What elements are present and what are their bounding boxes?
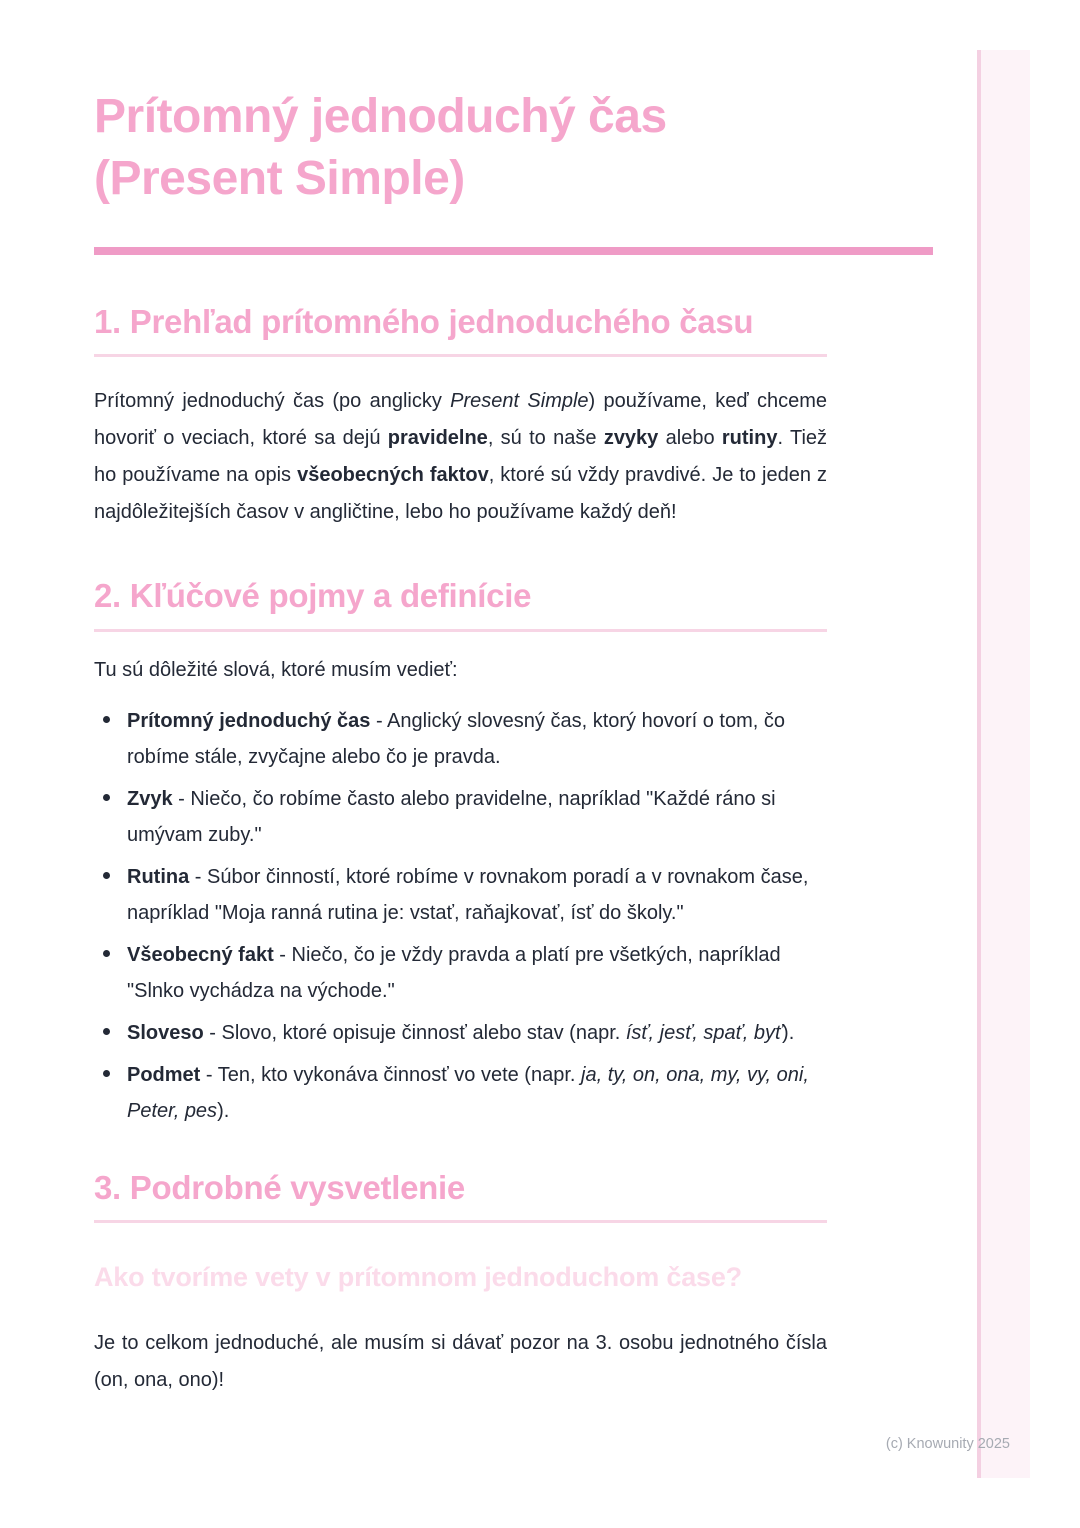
- section-1-heading: 1. Prehľad prítomného jednoduchého času: [94, 302, 754, 340]
- list-item-text: Podmet - Ten, kto vykonáva činnosť vo vete (napr. ja, ty, on, ona, my, vy, oni, Peter, pes).: [127, 1063, 809, 1122]
- section-3-heading: 3. Podrobné vysvetlenie: [94, 1168, 465, 1206]
- bullet-icon: [103, 950, 110, 957]
- list-item: [94, 781, 827, 853]
- section-1-divider: [94, 354, 827, 357]
- section-3-paragraph: Je to celkom jednoduché, ale musím si dávať pozor na 3. osobu jednotného čísla (on, ona, ono)!: [94, 1332, 827, 1392]
- bullet-icon: [103, 716, 110, 723]
- list-item: [94, 1057, 827, 1129]
- list-item-text: Prítomný jednoduchý čas - Anglický slovesný čas, ktorý hovorí o tom, čo robíme stále, zvyčajne alebo čo je pravda.: [127, 709, 785, 768]
- section-2-divider: [94, 629, 827, 632]
- section-3-subheading: Ako tvoríme vety v prítomnom jednoduchom čase?: [94, 1262, 742, 1293]
- list-item: [94, 703, 827, 775]
- list-item: [94, 937, 827, 1009]
- section-1-paragraph: Prítomný jednoduchý čas (po anglicky Present Simple) používame, keď chceme hovoriť o veciach, ktoré sa dejú pravidelne, sú to naše zvyky alebo rutiny. Tiež ho používame na opis všeobecných faktov, ktoré sú vždy pravdivé. Je to jeden z najdôležitejších časov v angličtine, lebo ho používame každý deň!: [94, 390, 828, 524]
- bullet-icon: [103, 1028, 110, 1035]
- bullet-icon: [103, 872, 110, 879]
- bullet-icon: [103, 1070, 110, 1077]
- list-item-text: Rutina - Súbor činností, ktoré robíme v rovnakom poradí a v rovnakom čase, napríklad "Moja ranná rutina je: vstať, raňajkovať, ísť do školy.": [127, 865, 809, 924]
- list-item-text: Všeobecný fakt - Niečo, čo je vždy pravda a platí pre všetkých, napríklad "Slnko vychádza na východe.": [127, 943, 781, 1002]
- bullet-icon: [103, 794, 110, 801]
- list-item-text: Sloveso - Slovo, ktoré opisuje činnosť alebo stav (napr. ísť, jesť, spať, byť).: [127, 1021, 795, 1044]
- list-item: [94, 859, 827, 931]
- section-2-intro: Tu sú dôležité slová, ktoré musím vedieť:: [94, 658, 458, 681]
- list-item-text: Zvyk - Niečo, čo robíme často alebo pravidelne, napríklad "Každé ráno si umývam zuby.": [127, 787, 776, 846]
- footer-credit: (c) Knowunity 2025: [885, 1436, 1010, 1452]
- key-terms-list: [94, 703, 827, 1129]
- list-item: [94, 1015, 827, 1051]
- title-divider-rule: [94, 247, 933, 255]
- document-content: [94, 0, 827, 1399]
- page-title: Prítomný jednoduchý čas (Present Simple): [94, 90, 667, 206]
- section-2-heading: 2. Kľúčové pojmy a definície: [94, 577, 532, 615]
- section-3-divider: [94, 1220, 827, 1223]
- page-edge-accent-bar: [977, 50, 1030, 1478]
